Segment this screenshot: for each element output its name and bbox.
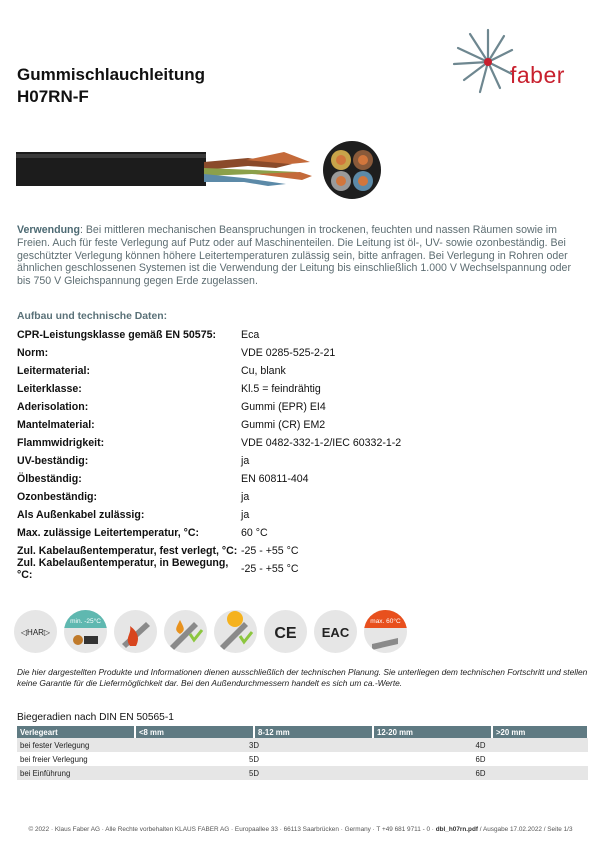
spec-row xyxy=(17,524,577,542)
title-line-2: H07RN-F xyxy=(17,87,89,106)
spec-value: ja xyxy=(241,509,250,521)
svg-text:◁HAR▷: ◁HAR▷ xyxy=(20,628,51,637)
spec-row xyxy=(17,488,577,506)
spec-key: Leitermaterial: xyxy=(17,365,91,377)
spec-key: Zul. Kabelaußentemperatur, in Bewegung, °C: xyxy=(17,557,229,581)
title-line-1: Gummischlauchleitung xyxy=(17,65,205,84)
bend-row-label: bei Einführung xyxy=(17,766,135,780)
bend-header-cell: <8 mm xyxy=(135,726,254,738)
bend-header-row xyxy=(17,726,588,738)
spec-key: Als Außenkabel zulässig: xyxy=(17,509,145,521)
spec-row xyxy=(17,362,577,380)
spec-row xyxy=(17,506,577,524)
spec-row xyxy=(17,434,577,452)
footer-doc-name: dbl_h07rn.pdf xyxy=(435,826,478,833)
bend-radius-title: Biegeradien nach DIN EN 50565-1 xyxy=(17,712,174,723)
bend-radius-table xyxy=(17,726,589,780)
spec-key: UV-beständig: xyxy=(17,455,89,467)
spec-row xyxy=(17,344,577,362)
footer-text: © 2022 · Klaus Faber AG · Alle Rechte vorbehalten KLAUS FABER AG · Europaallee 33 · 66113 Saarbrücken · Germany · T +49 681 9711 - 0 · xyxy=(28,826,434,833)
bend-value-small: 3D xyxy=(135,738,373,752)
bend-value-large: 6D xyxy=(475,754,486,764)
table-row xyxy=(17,752,588,766)
usage-label: Verwendung xyxy=(17,224,80,236)
cable-illustration xyxy=(16,140,316,200)
spec-key: Leiterklasse: xyxy=(17,383,82,395)
spec-row xyxy=(17,452,577,470)
spec-row xyxy=(17,416,577,434)
bend-header-cell: >20 mm xyxy=(492,726,588,738)
spec-value: Cu, blank xyxy=(241,365,286,377)
ce-mark-icon xyxy=(264,610,307,653)
bend-value-small: 5D xyxy=(249,754,259,764)
spec-value: VDE 0285-525-2-21 xyxy=(241,347,336,359)
usage-text xyxy=(17,224,587,288)
spec-row xyxy=(17,470,577,488)
bend-value-small: 5D xyxy=(135,766,373,780)
svg-text:CE: CE xyxy=(274,625,297,642)
spec-key: CPR-Leistungsklasse gemäß EN 50575: xyxy=(17,329,217,341)
bend-header-cell: 8-12 mm xyxy=(254,726,373,738)
spec-value: 60 °C xyxy=(241,527,268,539)
disclaimer: Die hier dargestellten Produkte und Informationen dienen ausschließlich der technischen Planung. Sie unterliegen dem technischen Fortschritt und stellen keine Garantie für die Liefermöglichkeit dar. Bei den Außendurchmessern handelt es sich um ca.-Werte. xyxy=(17,667,588,688)
svg-text:min. -25°C: min. -25°C xyxy=(70,618,101,625)
bend-value-large: 6D xyxy=(373,766,588,780)
eac-mark-icon xyxy=(314,610,357,653)
spec-row xyxy=(17,557,577,581)
spec-value: Eca xyxy=(241,329,260,341)
oil-resistant-icon xyxy=(164,610,207,653)
har-icon xyxy=(14,610,57,653)
certification-icons xyxy=(14,610,407,662)
flame-retardant-icon xyxy=(114,610,157,653)
page-footer xyxy=(0,826,601,833)
bend-value-large: 4D xyxy=(373,738,588,752)
cable-cross-section xyxy=(322,140,382,200)
specs-heading: Aufbau und technische Daten: xyxy=(17,311,168,322)
spec-row xyxy=(17,380,577,398)
bend-row-label: bei fester Verlegung xyxy=(17,738,135,752)
max-temperature-icon xyxy=(364,610,407,653)
spec-row xyxy=(17,326,577,344)
spec-key: Ozonbeständig: xyxy=(17,491,98,503)
spec-key: Zul. Kabelaußentemperatur, fest verlegt, °C: xyxy=(17,545,238,557)
spec-row xyxy=(17,398,577,416)
spec-value: -25 - +55 °C xyxy=(241,563,299,575)
spec-key: Max. zulässige Leitertemperatur, °C: xyxy=(17,527,200,539)
svg-text:EAC: EAC xyxy=(321,625,350,640)
min-temperature-icon xyxy=(64,610,107,653)
spec-key: Aderisolation: xyxy=(17,401,89,413)
bend-row-label: bei freier Verlegung xyxy=(20,754,88,764)
spec-value: Gummi (CR) EM2 xyxy=(241,419,326,431)
specs-table xyxy=(17,326,577,581)
spec-value: Kl.5 = feindrähtig xyxy=(241,383,321,395)
page-title xyxy=(17,64,205,108)
table-row xyxy=(17,766,588,780)
footer-tail: / Ausgabe 17.02.2022 / Seite 1/3 xyxy=(479,826,573,833)
spec-key: Mantelmaterial: xyxy=(17,419,95,431)
spec-value: ja xyxy=(241,455,250,467)
spec-key: Ölbeständig: xyxy=(17,473,82,485)
spec-value: -25 - +55 °C xyxy=(241,545,299,557)
spec-value: Gummi (EPR) EI4 xyxy=(241,401,326,413)
uv-resistant-icon xyxy=(214,610,257,653)
spec-value: VDE 0482-332-1-2/IEC 60332-1-2 xyxy=(241,437,402,449)
brand-name: faber xyxy=(510,62,565,88)
bend-header-cell: Verlegeart xyxy=(17,726,135,738)
spec-value: ja xyxy=(241,491,250,503)
usage-body: : Bei mittleren mechanischen Beanspruchungen in trockenen, feuchten und nassen Räumen sowie im Freien. Auch für feste Verlegung auf Putz oder auf Maschinenteilen. Die Leitung ist öl-, UV- sowie ozonbeständig. Bei geschützter Verlegung können höhere Leitertemperaturen zulässig sein, bitte anfragen. Bei Verlegung in Rohren oder ähnlichen geschlossenen Systemen ist die Verwendung der Leitung bis einschließlich 1.000 V Wechselspannung oder bis 750 V Gleichspannung gegen Erde zugelassen. xyxy=(17,224,571,288)
spec-key: Flammwidrigkeit: xyxy=(17,437,105,449)
bend-header-cell: 12-20 mm xyxy=(373,726,492,738)
table-row xyxy=(17,738,588,752)
svg-text:max. 60°C: max. 60°C xyxy=(370,618,401,625)
spec-key: Norm: xyxy=(17,347,49,359)
spec-value: EN 60811-404 xyxy=(241,473,309,485)
